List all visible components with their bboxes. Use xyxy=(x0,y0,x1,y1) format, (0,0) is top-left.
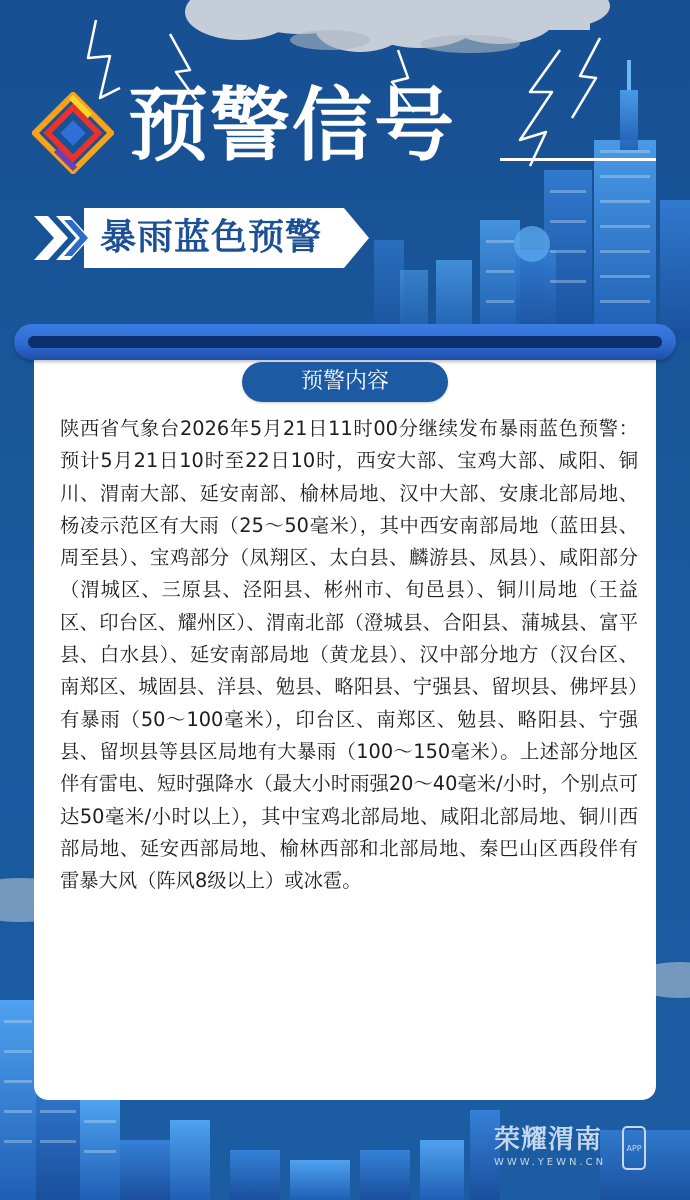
brand-url: WWW.YEWN.CN xyxy=(494,1157,607,1168)
page-title: 预警信号 xyxy=(128,79,456,172)
warning-content-text: 陕西省气象台2026年5月21日11时00分继续发布暴雨蓝色预警：预计5月21日10时至22日10时，西安大部、宝鸡大部、咸阳、铜川、渭南大部、延安南部、榆林局地、汉中大部、安康北部局地、杨凌示范区有大雨（25～50毫米），其中西安南部局地（蓝田县、周至县）、宝鸡部分（凤翔区、太白县、麟游县、凤县）、咸阳部分（渭城区、三原县、泾阳县、彬州市、旬邑县）、铜川局地（王益区、印台区、耀州区）、渭南北部（澄城县、合阳县、蒲城县、富平县、白水县）、延安南部局地（黄龙县）、汉中部分地方（汉台区、南郑区、城固县、洋县、勉县、略阳县、宁强县、留坝县、佛坪县）有暴雨（50～100毫米），印台区、南郑区、勉县、略阳县、宁强县、留坝县等县区局地有大暴雨（100～150毫米）。上述部分地区伴有雷电、短时强降水（最大小时雨强20～40毫米/小时，个别点可达50毫米/小时以上），其中宝鸡北部局地、咸阳北部局地、铜川西部局地、延安西部局地、榆林西部和北部局地、秦巴山区西段伴有雷暴大风（阵风8级以上）或冰雹。 xyxy=(60,417,639,893)
card-top-rail-slot xyxy=(28,336,662,348)
app-label: APP xyxy=(626,1144,642,1153)
colorful-square-spiral-logo xyxy=(32,92,114,174)
brand-watermark: 荣耀渭南 xyxy=(494,1125,603,1155)
section-heading-pill: 预警内容 xyxy=(242,362,448,402)
double-chevron-right-icon xyxy=(34,216,90,260)
title-underline-divider xyxy=(500,158,656,161)
warning-type-label: 暴雨蓝色预警 xyxy=(100,217,323,258)
